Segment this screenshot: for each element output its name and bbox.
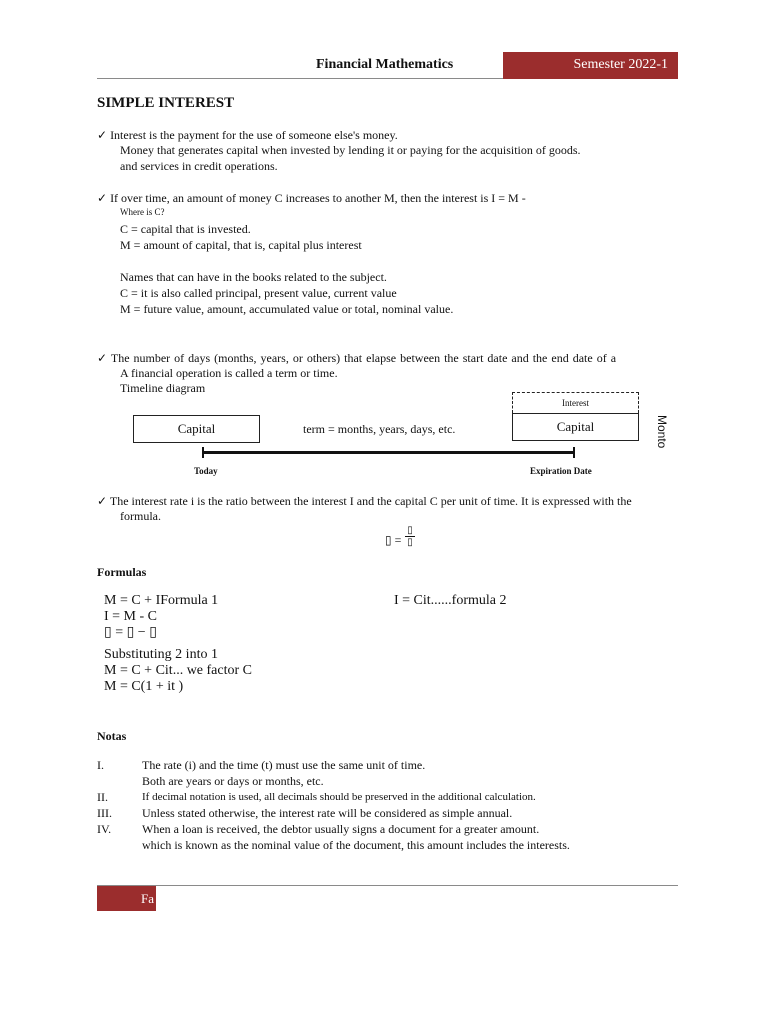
interest-def-line3: and services in credit operations.: [120, 159, 278, 173]
note-text-1b: Both are years or days or months, etc.: [142, 774, 324, 788]
check-icon: ✓: [97, 128, 108, 142]
note-text-4b: which is known as the nominal value of the document, this amount includes the interests.: [142, 838, 570, 852]
timeline-tick-end: [573, 447, 575, 458]
money-increase-line1: If over time, an amount of money C increases to another M, then the interest is I = M -: [110, 191, 526, 205]
monto-label: Monto: [655, 415, 669, 449]
interest-dashed-box: Interest: [512, 392, 639, 413]
where-is-c: Where is C?: [120, 207, 165, 217]
footer-badge-text: Fa: [141, 891, 154, 906]
semester-badge: [503, 52, 678, 79]
names-intro: Names that can have in the books related to the subject.: [120, 270, 387, 284]
timeline-tick-start: [202, 447, 204, 458]
term-line2: A financial operation is called a term or time.: [120, 366, 338, 380]
rate-formula-lhs: ▯ =: [385, 533, 402, 547]
rate-definition: [97, 493, 632, 509]
interest-def-line2: Money that generates capital when invested by lending it or paying for the acquisition of goods.: [120, 143, 581, 157]
timeline-bar: [203, 451, 574, 454]
note-text-3: Unless stated otherwise, the interest rate will be considered as simple annual.: [142, 806, 513, 820]
formula-2: I = Cit......formula 2: [394, 593, 507, 608]
notes-title: Notas: [97, 729, 127, 743]
interest-definition: [97, 127, 398, 143]
rate-line1: The interest rate i is the ratio between the interest I and the capital C per unit of time. It is expressed with the: [109, 494, 632, 508]
expiration-label: Expiration Date: [530, 466, 592, 476]
note-num-1: I.: [97, 758, 104, 772]
formula-3: I = M - C: [104, 609, 158, 624]
formula-6: M = C + Cit... we factor C: [104, 663, 252, 678]
check-icon: ✓: [97, 191, 108, 205]
rate-fraction: [405, 526, 415, 547]
formula-4: ▯ = ▯ − ▯: [104, 625, 157, 640]
note-num-3: III.: [97, 806, 112, 820]
note-num-2: II.: [97, 790, 108, 804]
formula-5: Substituting 2 into 1: [104, 647, 218, 662]
term-label: term = months, years, days, etc.: [303, 422, 456, 436]
m-names: M = future value, amount, accumulated value or total, nominal value.: [120, 302, 454, 316]
rate-line2: formula.: [120, 509, 161, 523]
header-title: Financial Mathematics: [316, 57, 454, 72]
timeline-caption: Timeline diagram: [120, 381, 206, 395]
check-icon: ✓: [97, 351, 108, 365]
formula-7: M = C(1 + it ): [104, 679, 184, 694]
m-definition: M = amount of capital, that is, capital plus interest: [120, 238, 362, 252]
c-definition: C = capital that is invested.: [120, 222, 251, 236]
note-num-4: IV.: [97, 822, 112, 836]
formula-1: M = C + IFormula 1: [104, 593, 219, 608]
interest-def-line1: Interest is the payment for the use of someone else's money.: [110, 128, 398, 142]
rate-numerator: ▯: [407, 525, 413, 536]
capital-left-box: Capital: [133, 415, 260, 443]
check-icon: ✓: [97, 494, 108, 508]
semester-label: Semester 2022-1: [573, 57, 668, 72]
section-title: SIMPLE INTEREST: [97, 95, 235, 111]
term-definition: [97, 350, 616, 366]
note-text-4: When a loan is received, the debtor usually signs a document for a greater amount.: [142, 822, 540, 836]
footer-badge: [97, 886, 156, 911]
capital-right-box: Capital: [512, 413, 639, 441]
term-line1: The number of days (months, years, or others) that elapse between the start date and the end date of a: [110, 351, 617, 365]
rate-denominator: ▯: [407, 537, 413, 548]
note-text-1: The rate (i) and the time (t) must use the same unit of time.: [142, 758, 426, 772]
footer-divider: [97, 885, 678, 886]
note-text-2: If decimal notation is used, all decimals should be preserved in the additional calculation.: [142, 791, 536, 803]
money-increase: [97, 190, 526, 206]
formulas-title: Formulas: [97, 565, 147, 579]
c-names: C = it is also called principal, present value, current value: [120, 286, 397, 300]
today-label: Today: [194, 466, 218, 476]
